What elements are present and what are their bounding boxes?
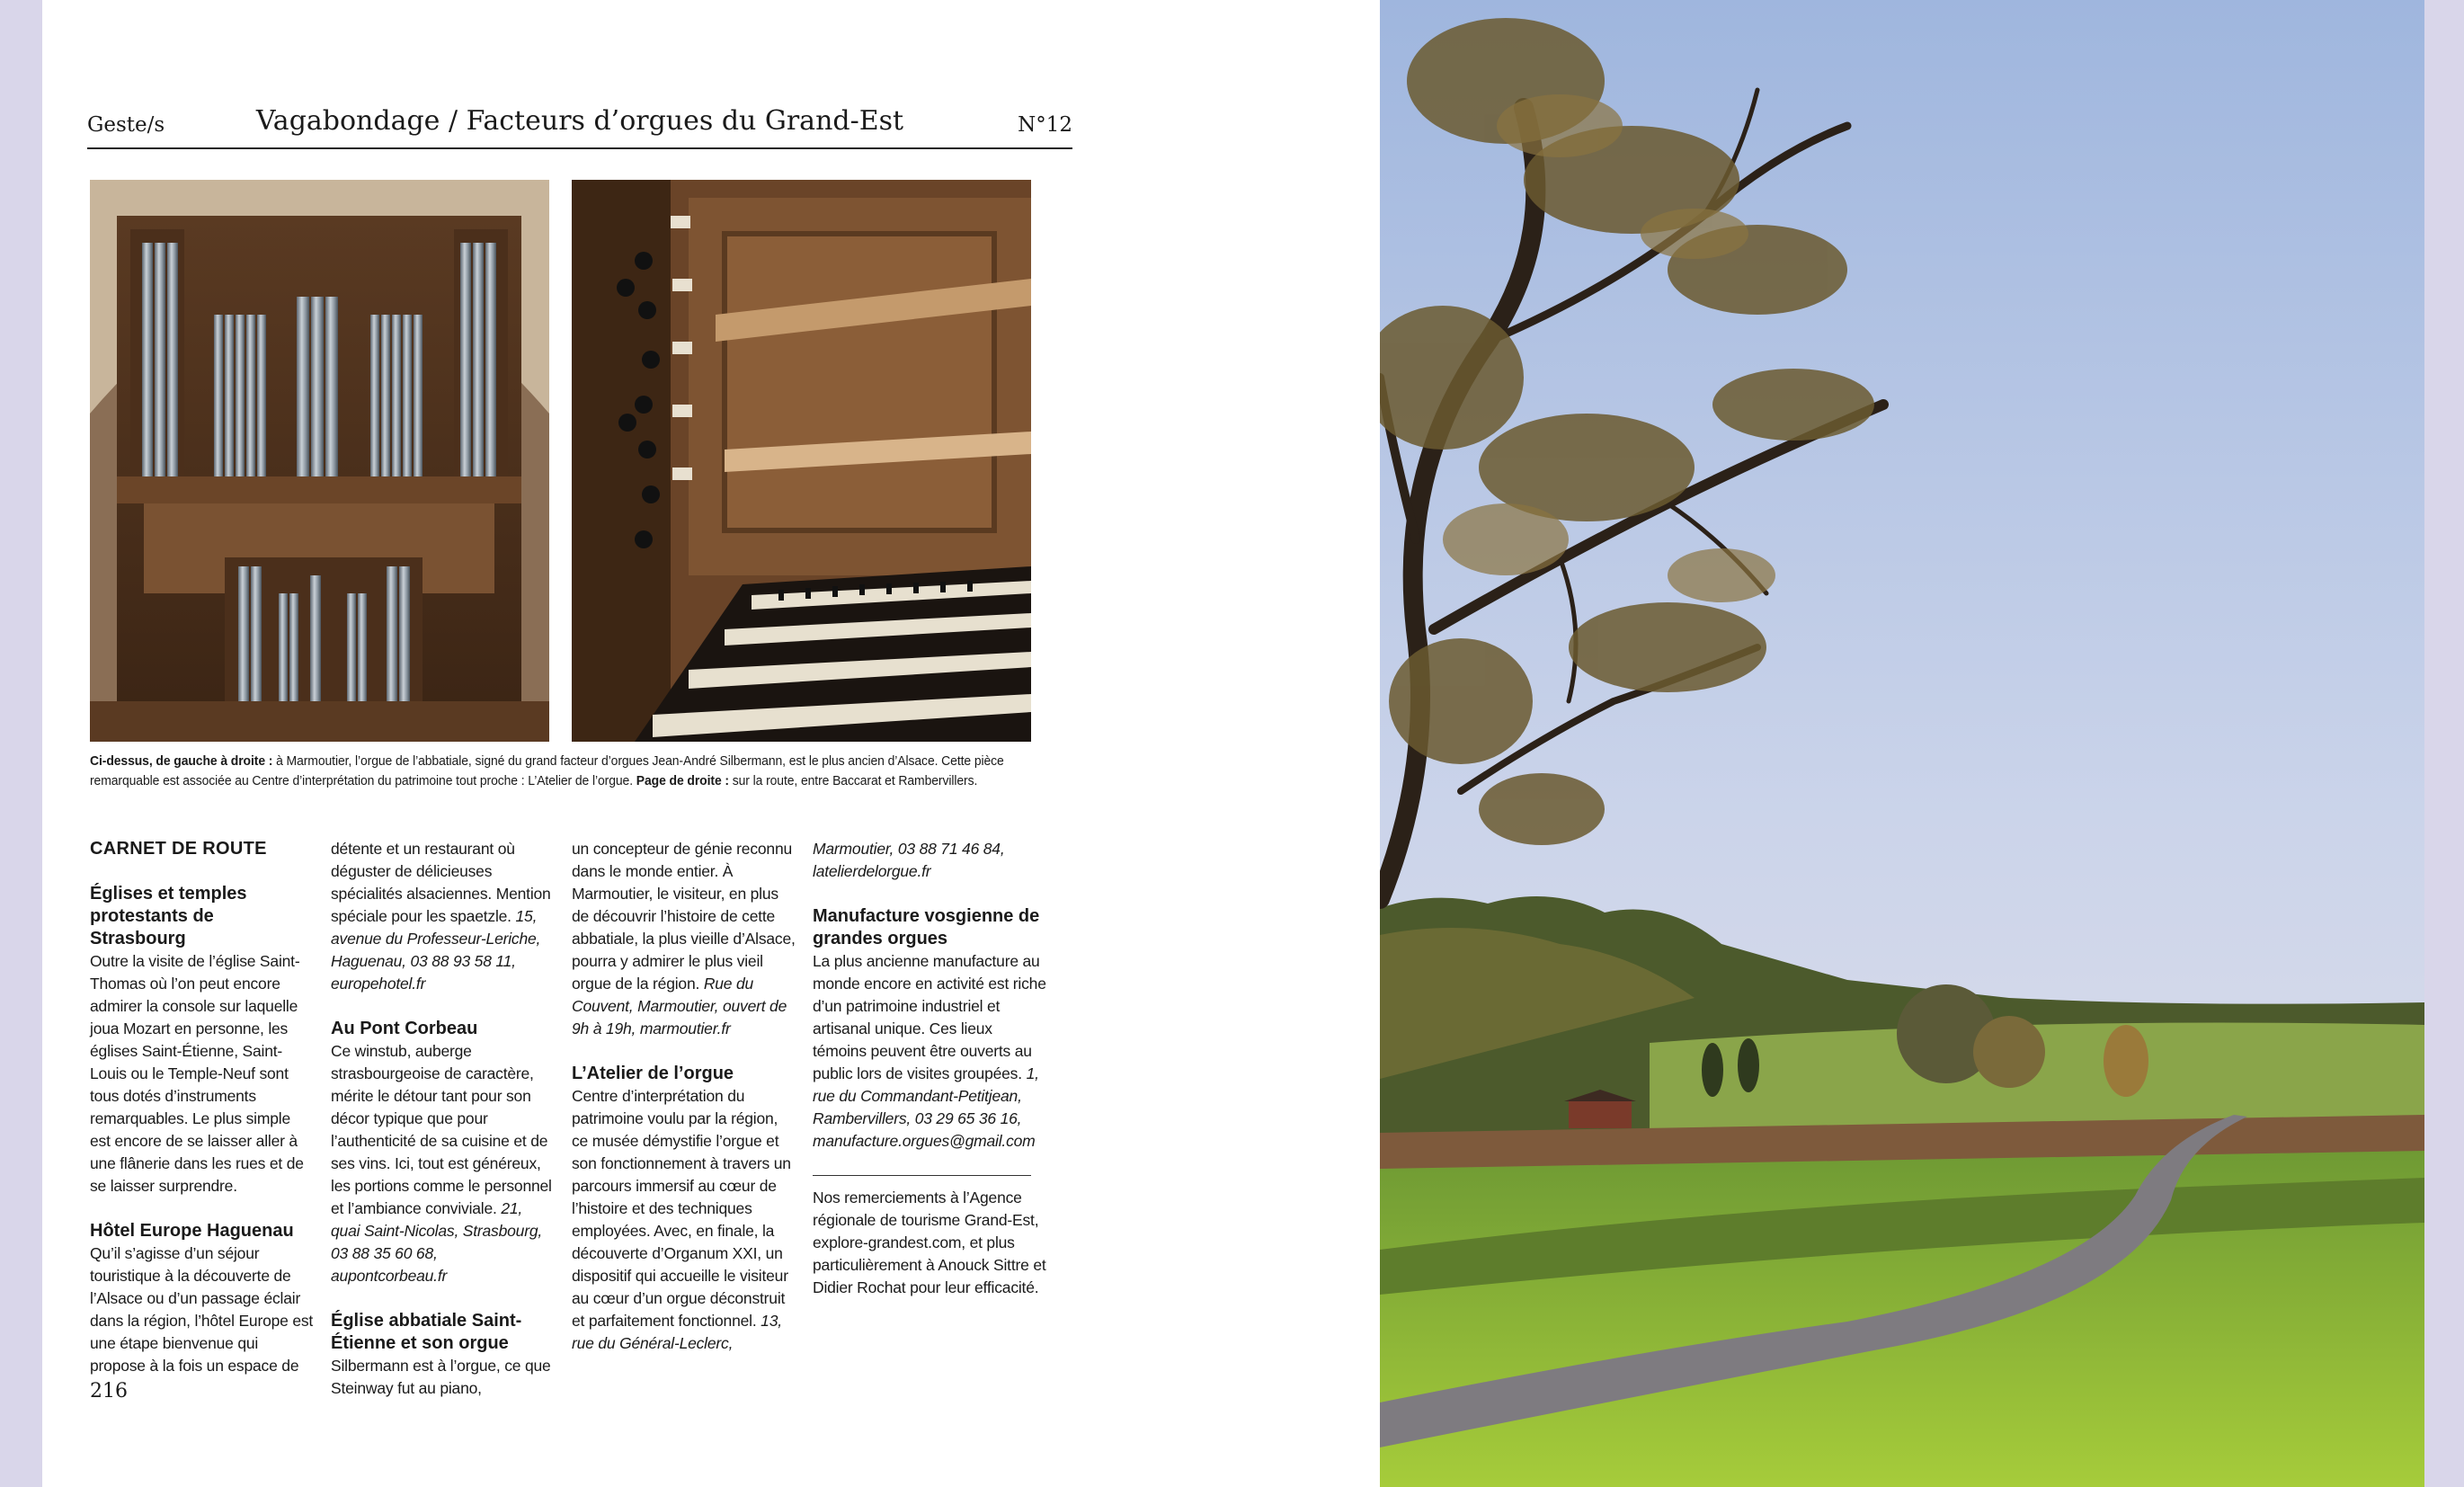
header-issue: N°12 xyxy=(1018,113,1072,137)
text-column-3 xyxy=(572,838,796,1355)
caption-right-label: Page de droite : xyxy=(636,773,729,788)
abbatiale-title: Église abbatiale Saint-Étienne et son orgue xyxy=(331,1311,522,1353)
thanks-text: Nos remerciements à l’Agence régionale de tourisme Grand-Est, explore-grandest.com, et plus particulièrement à Anouck Sittre et Didier Rochat pour leur efficacité. xyxy=(813,1189,1046,1296)
page-number: 216 xyxy=(90,1380,128,1402)
photo-organ-facade xyxy=(90,180,549,742)
photo-landscape-road xyxy=(1380,0,2424,1487)
caption-text-2: sur la route, entre Baccarat et Rambervillers. xyxy=(728,773,978,788)
manufacture-address: 1, rue du Commandant-Petitjean, Rambervillers, 03 29 65 36 16, manufacture.orgues@gmail.com xyxy=(813,1064,1039,1150)
photo-organ-console xyxy=(572,180,1031,742)
header-section: Geste/s xyxy=(87,113,165,137)
hotel-title: Hôtel Europe Haguenau xyxy=(90,1221,294,1241)
caption-lead: Ci-dessus, de gauche à droite : xyxy=(90,753,273,769)
eglises-title: Églises et temples protestants de Strasbourg xyxy=(90,884,247,948)
thanks-divider xyxy=(813,1175,1031,1176)
manufacture-title: Manufacture vosgienne de grandes orgues xyxy=(813,906,1040,948)
atelier-title: L’Atelier de l’orgue xyxy=(572,1064,734,1083)
running-header xyxy=(87,106,1072,149)
atelier-address-cont: Marmoutier, 03 88 71 46 84, latelierdelorgue.fr xyxy=(813,840,1005,880)
photo-caption xyxy=(90,752,1010,791)
text-column-1 xyxy=(90,838,315,1377)
text-column-4 xyxy=(813,838,1046,1299)
atelier-address-start: 13, rue du Général-Leclerc, xyxy=(572,1312,782,1352)
eglises-body: Outre la visite de l’église Saint-Thomas où l’on peut encore admirer la console sur laquelle joua Mozart en personne, les églises Saint-Étienne, Saint-Louis ou le Temple-Neuf sont tous dotés d’instruments remarquables. Le plus simple est encore de se laisser aller à une flânerie dans les rues et de se laisser surprendre. xyxy=(90,952,304,1195)
manufacture-body: La plus ancienne manufacture au monde encore en activité est riche d’un patrimoine industriel et artisanal unique. Ces lieux témoins peuvent être ouverts au public lors de visites groupées. 1, rue du Commandant-Petitjean, Rambervillers, 03 29 65 36 16, manufacture.orgues@gmail.com xyxy=(813,952,1046,1150)
abbatiale-body-start: Silbermann est à l’orgue, ce que Steinway fut au piano, xyxy=(331,1357,551,1397)
pont-corbeau-body: Ce winstub, auberge strasbourgeoise de caractère, mérite le détour tant pour son décor typique que pour l’authenticité de sa cuisine et de ses vins. Ici, tout est généreux, les portions comme le personnel et l’ambiance conviviale. 21, quai Saint-Nicolas, Strasbourg, 03 88 35 60 68, aupontcorbeau.fr xyxy=(331,1042,552,1285)
pont-corbeau-address: 21, quai Saint-Nicolas, Strasbourg, 03 88 35 60 68, aupontcorbeau.fr xyxy=(331,1199,543,1285)
pont-corbeau-title: Au Pont Corbeau xyxy=(331,1019,478,1038)
caption-text-1: à Marmoutier, l’orgue de l’abbatiale, signé du grand facteur d’orgues Jean-André Silbermann, est le plus ancien d’Alsace. Cette pièce remarquable est associée au Centre d’interprétation du patrimoine tout proche : L’Atelier de l’orgue. xyxy=(90,753,1004,788)
hotel-body-cont: détente et un restaurant où déguster de délicieuses spécialités alsaciennes. Mention spéciale pour les spaetzle. 15, avenue du Professeur-Leriche, Haguenau, 03 88 93 58 11, europehotel.fr xyxy=(331,840,551,993)
abbatiale-address: Rue du Couvent, Marmoutier, ouvert de 9h à 19h, marmoutier.fr xyxy=(572,975,787,1037)
carnet-heading: CARNET DE ROUTE xyxy=(90,839,267,859)
abbatiale-body-cont: un concepteur de génie reconnu dans le monde entier. À Marmoutier, le visiteur, en plus de découvrir l’histoire de cette abbatiale, la plus vieille d’Alsace, pourra y admirer le plus vieil orgue de la région. Rue du Couvent, Marmoutier, ouvert de 9h à 19h, marmoutier.fr xyxy=(572,840,796,1037)
atelier-body: Centre d’interprétation du patrimoine voulu par la région, ce musée démystifie l’orgue et son fonctionnement à travers un parcours immersif au cœur de l’histoire et des techniques employées. Avec, en finale, la découverte d’Organum XXI, un dispositif qui accueille le visiteur au cœur d’un orgue déconstruit et parfaitement fonctionnel. 13, rue du Général-Leclerc, xyxy=(572,1087,791,1352)
hotel-address: 15, avenue du Professeur-Leriche, Haguenau, 03 88 93 58 11, europehotel.fr xyxy=(331,907,541,993)
header-title: Vagabondage / Facteurs d’orgues du Grand-Est xyxy=(255,105,904,137)
hotel-body: Qu’il s’agisse d’un séjour touristique à la découverte de l’Alsace ou d’un passage éclair dans la région, l’hôtel Europe est une étape bienvenue qui propose à la fois un espace de xyxy=(90,1244,314,1375)
text-column-2 xyxy=(331,838,556,1400)
